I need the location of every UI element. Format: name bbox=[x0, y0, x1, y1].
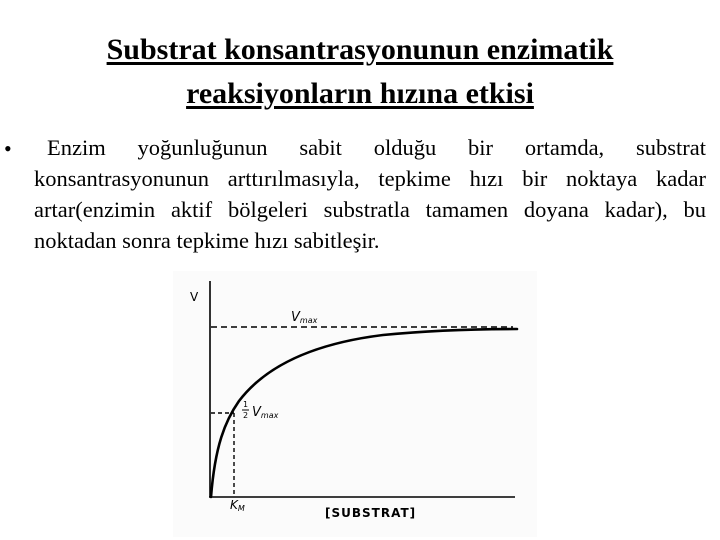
vmax-label: Vmax bbox=[291, 310, 318, 325]
bullet-text-content: Enzim yoğunluğunun sabit olduğu bir ortamda, substrat konsantrasyonunun arttırılmasıyla, tepkime hızı bir noktaya kadar artar(enzimin aktif bölgeleri substratla tamamen doyana kadar), bu noktadan sonra tepkime hızı sabitleşir. bbox=[34, 135, 706, 253]
half-vmax-label: Vmax bbox=[252, 405, 279, 420]
half-fraction-bottom: 2 bbox=[243, 411, 249, 420]
x-axis-label: [SUBSTRAT] bbox=[325, 506, 417, 520]
bullet-icon: • bbox=[4, 136, 12, 161]
km-label: KM bbox=[230, 498, 245, 513]
title-line-1: Substrat konsantrasyonunun enzimatik bbox=[106, 33, 614, 66]
michaelis-menten-graph bbox=[173, 271, 537, 537]
title-line-2: reaksiyonların hızına etkisi bbox=[186, 77, 534, 110]
half-fraction-top: 1 bbox=[243, 400, 249, 409]
y-axis-label: V bbox=[190, 290, 199, 304]
slide-title bbox=[30, 28, 690, 116]
bullet-text bbox=[34, 132, 706, 256]
graph-svg bbox=[173, 271, 537, 537]
